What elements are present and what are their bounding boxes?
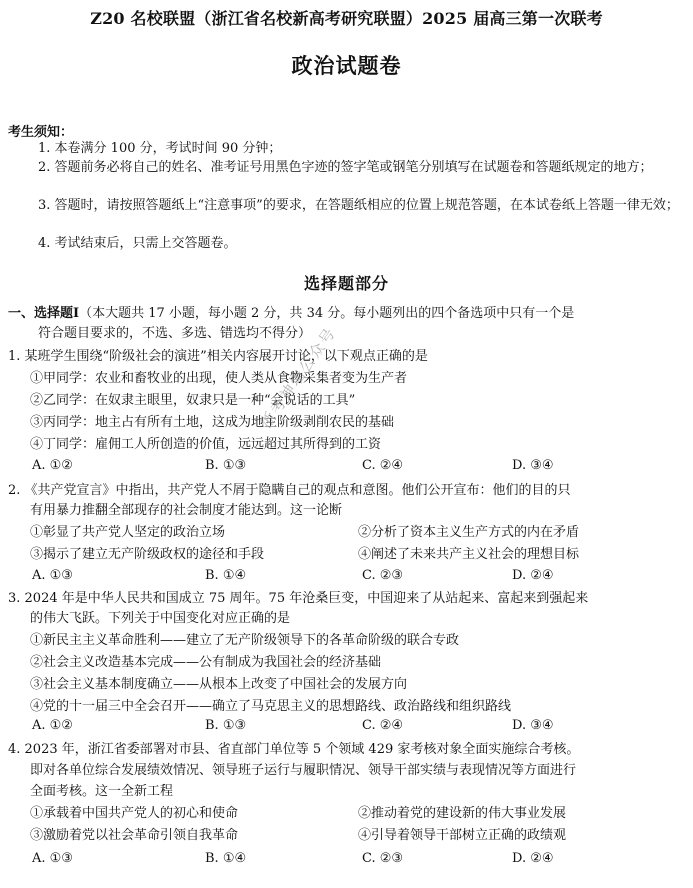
q2-statement: ②分析了资本主义生产方式的内在矛盾: [358, 525, 580, 540]
q3-option-b[interactable]: B. ①③: [205, 718, 247, 733]
section-title: 选择题部分: [303, 274, 389, 293]
q1-statement: ④丁同学：雇佣工人所创造的价值，远远超过其所得到的工资: [30, 437, 382, 452]
note-item: 3. 答题时，请按照答题纸上“注意事项”的要求，在答题纸相应的位置上规范答题，在本试卷纸上答题一律无效；: [38, 198, 679, 213]
q4-statement: ①承载着中国共产党人的初心和使命: [30, 806, 239, 821]
q3-option-a[interactable]: A. ①②: [32, 718, 73, 733]
q3-statement: ①新民主主义革命胜利——建立了无产阶级领导下的各革命阶级的联合专政: [30, 633, 460, 648]
q2-stem-cont: 有用暴力推翻全部现存的社会制度才能达到。这一论断: [30, 503, 343, 518]
q1-option-a[interactable]: A. ①②: [32, 458, 73, 473]
exam-header: Z20 名校联盟（浙江省名校新高考研究联盟）2025 届高三第一次联考: [90, 9, 603, 28]
q3-stem-cont: 的伟大飞跃。下列关于中国变化对应正确的是: [30, 611, 291, 626]
q2-option-b[interactable]: B. ①④: [205, 568, 247, 583]
note-item: 1. 本卷满分 100 分，考试时间 90 分钟；: [38, 141, 282, 156]
q4-option-a[interactable]: A. ①③: [32, 851, 73, 866]
q3-option-c[interactable]: C. ②④: [362, 718, 404, 733]
notes-heading: 考生须知：: [8, 125, 74, 140]
q2-statement: ③揭示了建立无产阶级政权的途径和手段: [30, 547, 265, 562]
q4-stem-cont: 即对各单位综合发展绩效情况、领导班子运行与履职情况、领导干部实绩与表现情况等方面进行: [30, 763, 577, 778]
q2-option-c[interactable]: C. ②③: [362, 568, 404, 583]
q3-statement: ③社会主义基本制度确立——从根本上改变了中国社会的发展方向: [30, 677, 408, 692]
q4-option-c[interactable]: C. ②③: [362, 851, 404, 866]
q1-statement: ③丙同学：地主占有所有土地，这成为地主阶级剥削农民的基础: [30, 415, 395, 430]
note-item: 2. 答题前务必将自己的姓名、准考证号用黑色字迹的签字笔或钢笔分别填写在试题卷和答题纸规定的地方；: [38, 160, 653, 175]
q3-statement: ②社会主义改造基本完成——公有制成为我国社会的经济基础: [30, 655, 382, 670]
q2-statement: ④阐述了未来共产主义社会的理想目标: [358, 547, 580, 562]
q3-statement: ④党的十一届三中全会召开——确立了马克思主义的思想路线、政治路线和组织路线: [30, 699, 512, 714]
q2-statement: ①彰显了共产党人坚定的政治立场: [30, 525, 226, 540]
q1-option-c[interactable]: C. ②④: [362, 458, 404, 473]
q3-stem: 3. 2024 年是中华人民共和国成立 75 周年。75 年沧桑巨变，中国迎来了从站起来、富起来到强起来: [8, 591, 589, 606]
q4-statement: ②推动着党的建设新的伟大事业发展: [358, 806, 567, 821]
q4-stem: 4. 2023 年，浙江省委部署对市县、省直部门单位等 5 个领域 429 家考核对象全面实施综合考核。: [8, 742, 580, 757]
watermark: 浙考神墙公众号: [256, 323, 340, 432]
part1-text: （本大题共 17 小题，每小题 2 分，共 34 分。每小题列出的四个备选项中只有一个是: [79, 306, 575, 321]
q4-stem-cont: 全面考核。这一全新工程: [30, 784, 174, 799]
q4-statement: ③激励着党以社会革命引领自我革命: [30, 828, 239, 843]
q1-statement: ①甲同学：农业和畜牧业的出现，使人类从食物采集者变为生产者: [30, 371, 408, 386]
page-title: 政治试题卷: [291, 53, 402, 78]
q3-option-d[interactable]: D. ③④: [512, 718, 554, 733]
part1-instruction-cont: 符合题目要求的，不选、多选、错选均不得分）: [38, 326, 312, 341]
q4-statement: ④引导着领导干部树立正确的政绩观: [358, 828, 567, 843]
q1-option-d[interactable]: D. ③④: [512, 458, 554, 473]
q1-stem: 1. 某班学生围绕“阶级社会的演进”相关内容展开讨论，以下观点正确的是: [8, 349, 428, 364]
q1-option-b[interactable]: B. ①③: [205, 458, 247, 473]
q2-option-d[interactable]: D. ②④: [512, 568, 554, 583]
q2-stem: 2. 《共产党宣言》中指出，共产党人不屑于隐瞒自己的观点和意图。他们公开宣布：他们的目的只: [8, 483, 571, 498]
note-item: 4. 考试结束后，只需上交答题卷。: [38, 236, 237, 251]
q2-option-a[interactable]: A. ①③: [32, 568, 73, 583]
q4-option-b[interactable]: B. ①④: [205, 851, 247, 866]
q1-statement: ②乙同学：在奴隶主眼里，奴隶只是一种“会说话的工具”: [30, 393, 356, 408]
part1-instruction: [8, 305, 574, 323]
part1-label: 一、选择题Ⅰ: [8, 306, 80, 321]
q4-option-d[interactable]: D. ②④: [512, 851, 554, 866]
